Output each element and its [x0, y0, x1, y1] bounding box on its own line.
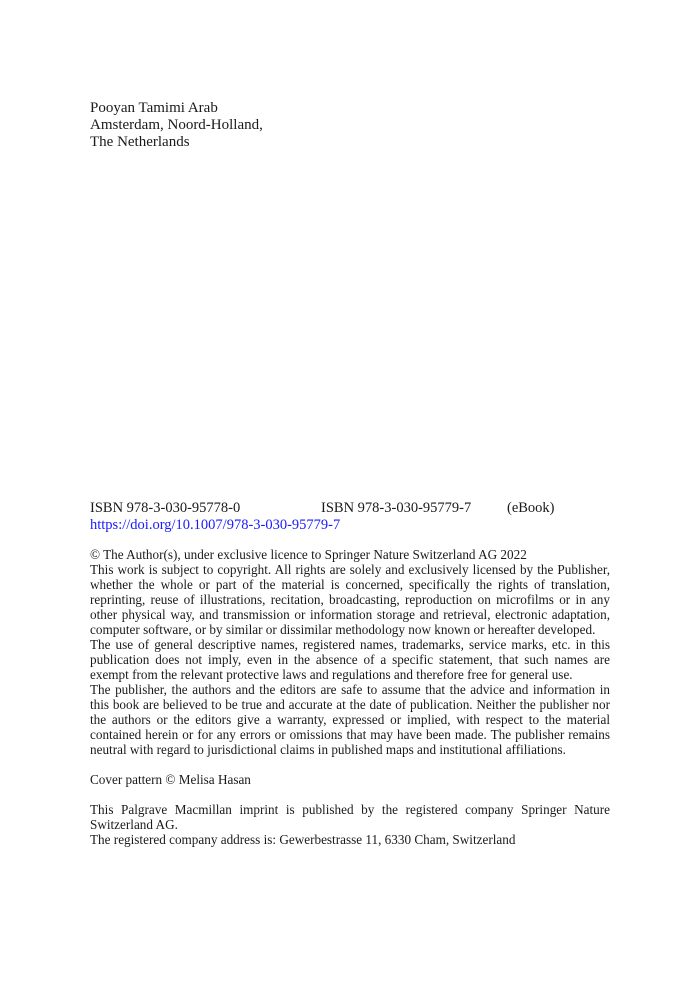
- author-country: The Netherlands: [90, 134, 190, 150]
- company-address: The registered company address is: Gewerbestrasse 11, 6330 Cham, Switzerland: [90, 832, 516, 847]
- isbn-print: ISBN 978-3-030-95778-0: [90, 500, 241, 516]
- spacer: [90, 787, 610, 802]
- imprint-paragraph: This Palgrave Macmillan imprint is published by the registered company Springer Nature Switzerland AG.: [90, 802, 610, 832]
- names-paragraph: The use of general descriptive names, registered names, trademarks, service marks, etc. in this publication does not imply, even in the absence of a specific statement, that such names are exempt from the relevant protective laws and regulations and therefore free for general use.: [90, 637, 610, 682]
- author-name: Pooyan Tamimi Arab: [90, 100, 218, 116]
- doi-link[interactable]: https://doi.org/10.1007/978-3-030-95779-7: [90, 517, 341, 533]
- spacer: [90, 757, 610, 772]
- copyright-line: © The Author(s), under exclusive licence to Springer Nature Switzerland AG 2022: [90, 547, 527, 562]
- isbn-ebook-tag: (eBook): [507, 500, 555, 516]
- author-address-block: [90, 100, 263, 151]
- disclaimer-paragraph: The publisher, the authors and the editors are safe to assume that the advice and information in this book are believed to be true and accurate at the date of publication. Neither the publisher nor the authors or the editors give a warranty, expressed or implied, with respect to the material contained herein or for any errors or omissions that may have been made. The publisher remains neutral with regard to jurisdictional claims in published maps and institutional affiliations.: [90, 682, 610, 757]
- author-city: Amsterdam, Noord-Holland,: [90, 117, 263, 133]
- isbn-block: [90, 500, 610, 534]
- isbn-row: [90, 500, 610, 517]
- isbn-ebook: ISBN 978-3-030-95779-7: [321, 500, 472, 516]
- legal-notice: [90, 547, 610, 847]
- rights-paragraph: This work is subject to copyright. All rights are solely and exclusively licensed by the Publisher, whether the whole or part of the material is concerned, specifically the rights of translation, reprinting, reuse of illustrations, recitation, broadcasting, reproduction on microfilms or in any other physical way, and transmission or information storage and retrieval, electronic adaptation, computer software, or by similar or dissimilar methodology now known or hereafter developed.: [90, 562, 610, 637]
- cover-credit: Cover pattern © Melisa Hasan: [90, 772, 251, 787]
